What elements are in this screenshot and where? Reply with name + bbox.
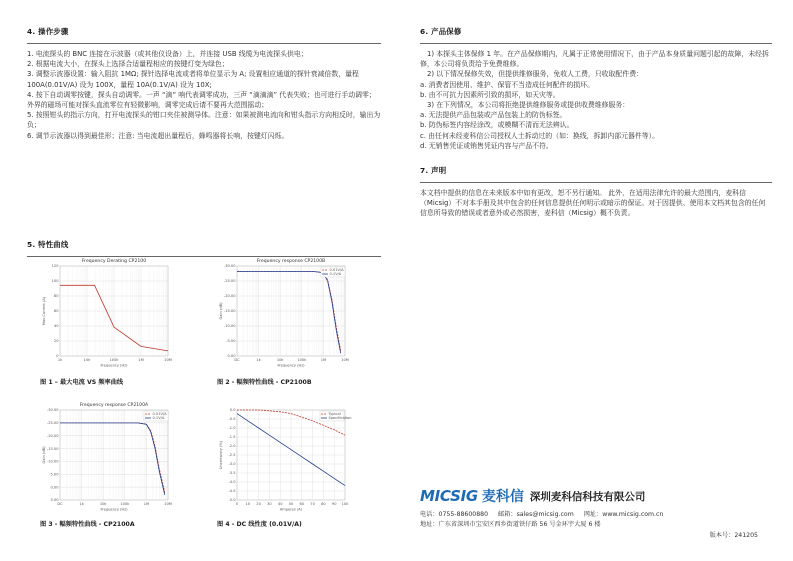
- y-axis-label: Gain (dB): [42, 446, 46, 464]
- plot-area: [60, 410, 168, 500]
- y-tick-label: -20.00: [223, 294, 236, 299]
- x-tick-label: 10M: [341, 358, 349, 362]
- legend-label: Specification: [328, 416, 352, 421]
- y-tick-label: -30.00: [223, 264, 236, 269]
- step-item: 5. 按照钳头的指示方向，打开电流探头的钳口夹住被测导体。注意：如果被测电流向和钳头指示方向相反时，输出为负；: [27, 111, 381, 130]
- step-item: 1. 电流探头的 BNC 连接在示波器（或其他仪设备）上，并连接 USB 线缆为电流探头供电；: [27, 50, 308, 58]
- warranty-line: c. 由任何未经麦科信公司授权人士拆动过的（如：换线，拆卸内部元器件等）。: [420, 131, 659, 140]
- y-tick-label: 120: [51, 264, 59, 269]
- chart-frequency-response-cp2100b: [217, 256, 352, 368]
- chart-frequency-derating: [40, 256, 175, 368]
- brand-logo-en: MICSIG: [420, 487, 478, 505]
- statement-text: 本文档中提供的信息在未来版本中如有更改，恕不另行通知。 此外，在适用法律允许的最大范围内，麦科信（Micsig）不对本手册及其中包含的任何信息提供任何明示或暗示的保证。对于因提供、使用本文档其包含的任何信息所导致的错误或者意外或必然损害，麦科信（Micsig）概不负责。: [420, 189, 766, 218]
- brand-logo-cn: 麦科信: [481, 489, 524, 505]
- y-tick-label: -15.00: [46, 446, 59, 451]
- chart-title: Frequency response CP2100A: [79, 403, 149, 408]
- section-title: 7. 声明: [420, 166, 447, 176]
- y-tick-label: 80: [53, 294, 59, 299]
- x-axis-label: Frequency (Hz): [100, 507, 128, 512]
- website-link[interactable]: 网址：www.micsig.com.cn: [583, 511, 664, 518]
- y-tick-label: -4.0: [228, 480, 236, 485]
- chart-dc-linearity: [217, 400, 352, 512]
- step-item: 4. 按下自动调零按键，探头自动调零。一声 “滴” 响代表调零成功，三声 “滴滴滴” 代表失败；也可进行手动调零；外界的磁场可能对探头直流零位有轻微影响，调零完成后请不要再大范围摇动；: [27, 90, 376, 110]
- y-tick-label: 5.00: [50, 498, 59, 503]
- warranty-list: [420, 49, 772, 151]
- figure-caption: 图 2 - 幅频特性曲线 - CP2100B: [217, 379, 312, 386]
- y-tick-label: 0.00: [50, 485, 59, 490]
- y-tick-label: -1.5: [228, 435, 236, 440]
- y-tick-label: 100: [51, 279, 59, 284]
- x-tick-label: DC: [57, 502, 63, 506]
- figure-caption: 图 1 – 最大电流 VS 频率曲线: [40, 379, 124, 386]
- x-tick-label: 1k: [79, 502, 84, 506]
- section-title: 6. 产品保修: [420, 27, 462, 36]
- warranty-line: a. 消费者因使用、维护、保管不当造成任何配件的损坏。: [420, 80, 594, 89]
- y-tick-label: -1.0: [228, 426, 236, 431]
- y-tick-label: -5.0: [228, 498, 236, 503]
- x-tick-label: 1M: [320, 358, 327, 362]
- warranty-line: 3) 在下列情况，本公司将拒绝提供维修服务或提供收费维修服务：: [427, 101, 630, 110]
- x-tick-label: DC: [234, 358, 240, 362]
- legend-label: 0.1V/A: [152, 416, 165, 421]
- legend-label: 0.01V/A: [152, 412, 167, 417]
- x-tick-label: 1k: [57, 358, 63, 362]
- x-tick-label: 1k: [256, 358, 261, 362]
- x-tick-label: 10: [245, 502, 251, 506]
- y-tick-label: -10.00: [46, 459, 59, 464]
- section-divider: [420, 43, 772, 44]
- x-tick-label: 70: [310, 502, 315, 506]
- y-tick-label: -2.5: [228, 453, 236, 458]
- x-tick-label: 10k: [276, 358, 284, 362]
- legend-label: 0.01V/A: [329, 268, 344, 273]
- y-tick-label: -25.00: [223, 279, 236, 284]
- contact-info: [420, 510, 772, 530]
- x-tick-label: 40: [277, 502, 283, 506]
- x-tick-label: 10M: [164, 358, 172, 362]
- x-axis-label: Frequency (Hz): [277, 363, 305, 368]
- email-link[interactable]: 邮箱：sales@micsig.com: [498, 511, 574, 518]
- warranty-section: [420, 26, 772, 219]
- y-tick-label: -2.0: [228, 444, 236, 449]
- x-tick-label: 100k: [109, 358, 119, 362]
- section-title: 5. 特性曲线: [27, 240, 69, 249]
- y-tick-label: -0.5: [228, 417, 236, 422]
- step-item: 2. 根据电流大小，在探头上选择合适量程相应的按键灯变为绿色；: [27, 60, 229, 69]
- step-item: 6. 调节示波器以得到最佳形；注意: 当电流超出量程后，蜂鸣器将长响，按键灯闪烁。: [27, 131, 289, 140]
- warranty-line: b. 由不可抗力因素所引致的损坏，如天灾等。: [420, 90, 560, 99]
- x-tick-label: 50: [288, 502, 294, 506]
- x-tick-label: 0: [235, 502, 239, 506]
- phone: 电话：0755-88600880: [420, 511, 489, 518]
- section-title: 4. 操作步骤: [27, 27, 69, 36]
- y-tick-label: 0.0: [229, 408, 236, 413]
- chart-title: Frequency Derating CP2100: [81, 259, 147, 264]
- warranty-line: b. 防伪标签内容经涂改，或模糊不清而无法辨认。: [420, 121, 574, 130]
- steps-list: [27, 49, 381, 141]
- warranty-line: a. 无法提供产品包装或产品包装上的防伪标签。: [420, 111, 567, 120]
- y-tick-label: -5.00: [49, 472, 59, 477]
- section-divider: [420, 182, 772, 183]
- company-name: 深圳麦科信科技有限公司: [529, 490, 646, 503]
- operation-steps-section: [27, 26, 381, 141]
- y-tick-label: 40: [53, 324, 59, 329]
- chart-frequency-response-cp2100a: [40, 400, 175, 512]
- warranty-line: d. 无销售凭证或销售凭证内容与产品不符。: [420, 141, 553, 150]
- x-tick-label: 1M: [143, 502, 150, 506]
- y-tick-label: -3.0: [228, 462, 236, 467]
- y-tick-label: -3.5: [228, 471, 236, 476]
- x-tick-label: 30: [267, 502, 272, 506]
- x-tick-label: 10k: [83, 358, 91, 362]
- x-axis-label: Amperes (A): [279, 507, 303, 512]
- x-tick-label: 10M: [164, 502, 172, 506]
- x-tick-label: 20: [256, 502, 261, 506]
- y-axis-label: Gain (dB): [219, 302, 223, 320]
- y-tick-label: -15.00: [223, 309, 236, 314]
- y-tick-label: -5.00: [226, 339, 236, 344]
- y-axis-label: Uncertainty (%): [219, 440, 223, 470]
- version-number: 版本号：241205: [709, 532, 758, 539]
- y-tick-label: -25.00: [46, 421, 59, 426]
- x-tick-label: 10k: [99, 502, 107, 506]
- section-divider: [27, 43, 381, 44]
- y-tick-label: -10.00: [223, 324, 236, 329]
- legend-label: Typical: [328, 412, 341, 417]
- x-tick-label: 90: [331, 502, 337, 506]
- x-tick-label: 100k: [297, 358, 307, 362]
- y-tick-label: 60: [53, 309, 59, 314]
- legend-label: 0.1V/A: [329, 272, 342, 277]
- x-tick-label: 80: [321, 502, 326, 506]
- x-tick-label: 60: [299, 502, 305, 506]
- x-tick-label: 100: [341, 502, 349, 506]
- y-tick-label: -30.00: [46, 408, 59, 413]
- figure-caption: 图 4 - DC 线性度 (0.01V/A): [217, 521, 302, 528]
- y-tick-label: 0.00: [227, 354, 236, 359]
- statement-section: [420, 165, 772, 219]
- x-axis-label: Frequency (Hz): [100, 363, 128, 368]
- y-tick-label: 20: [53, 339, 59, 344]
- y-tick-label: -20.00: [46, 433, 59, 438]
- y-tick-label: 0: [56, 354, 59, 359]
- y-axis-label: Max Current (A): [42, 296, 46, 326]
- x-tick-label: 1M: [138, 358, 144, 362]
- y-tick-label: -4.5: [228, 489, 236, 494]
- address: 地址：广东省深圳市宝安区西乡街道铁仔路 56 号金环宇大厦 6 楼: [420, 521, 601, 528]
- warranty-line: 2) 以下情况保修失效，但提供维修服务，免收人工费，只收取配件费：: [427, 70, 643, 79]
- step-item: 3. 调整示波器设置：输入阻抗 1MΩ; 探针选择电流或者将单位显示为 A; 设置相应通道的探针衰减倍数，量程 100A(0.01V/A) 设为 100X，量程 10A(0.1V/A) 设为 10X;: [27, 70, 359, 89]
- company-footer: [420, 486, 772, 530]
- x-tick-label: 100k: [120, 502, 130, 506]
- warranty-line: 1) 本探头主体保修 1 年。在产品保修期内，凡属于正常使用情况下，由于产品本身质量问题引起的故障，未经拆修，本公司将负责给予免费维修。: [420, 50, 769, 69]
- chart-title: Frequency response CP2100B: [256, 259, 326, 264]
- figure-caption: 图 3 - 幅频特性曲线 - CP2100A: [40, 521, 135, 528]
